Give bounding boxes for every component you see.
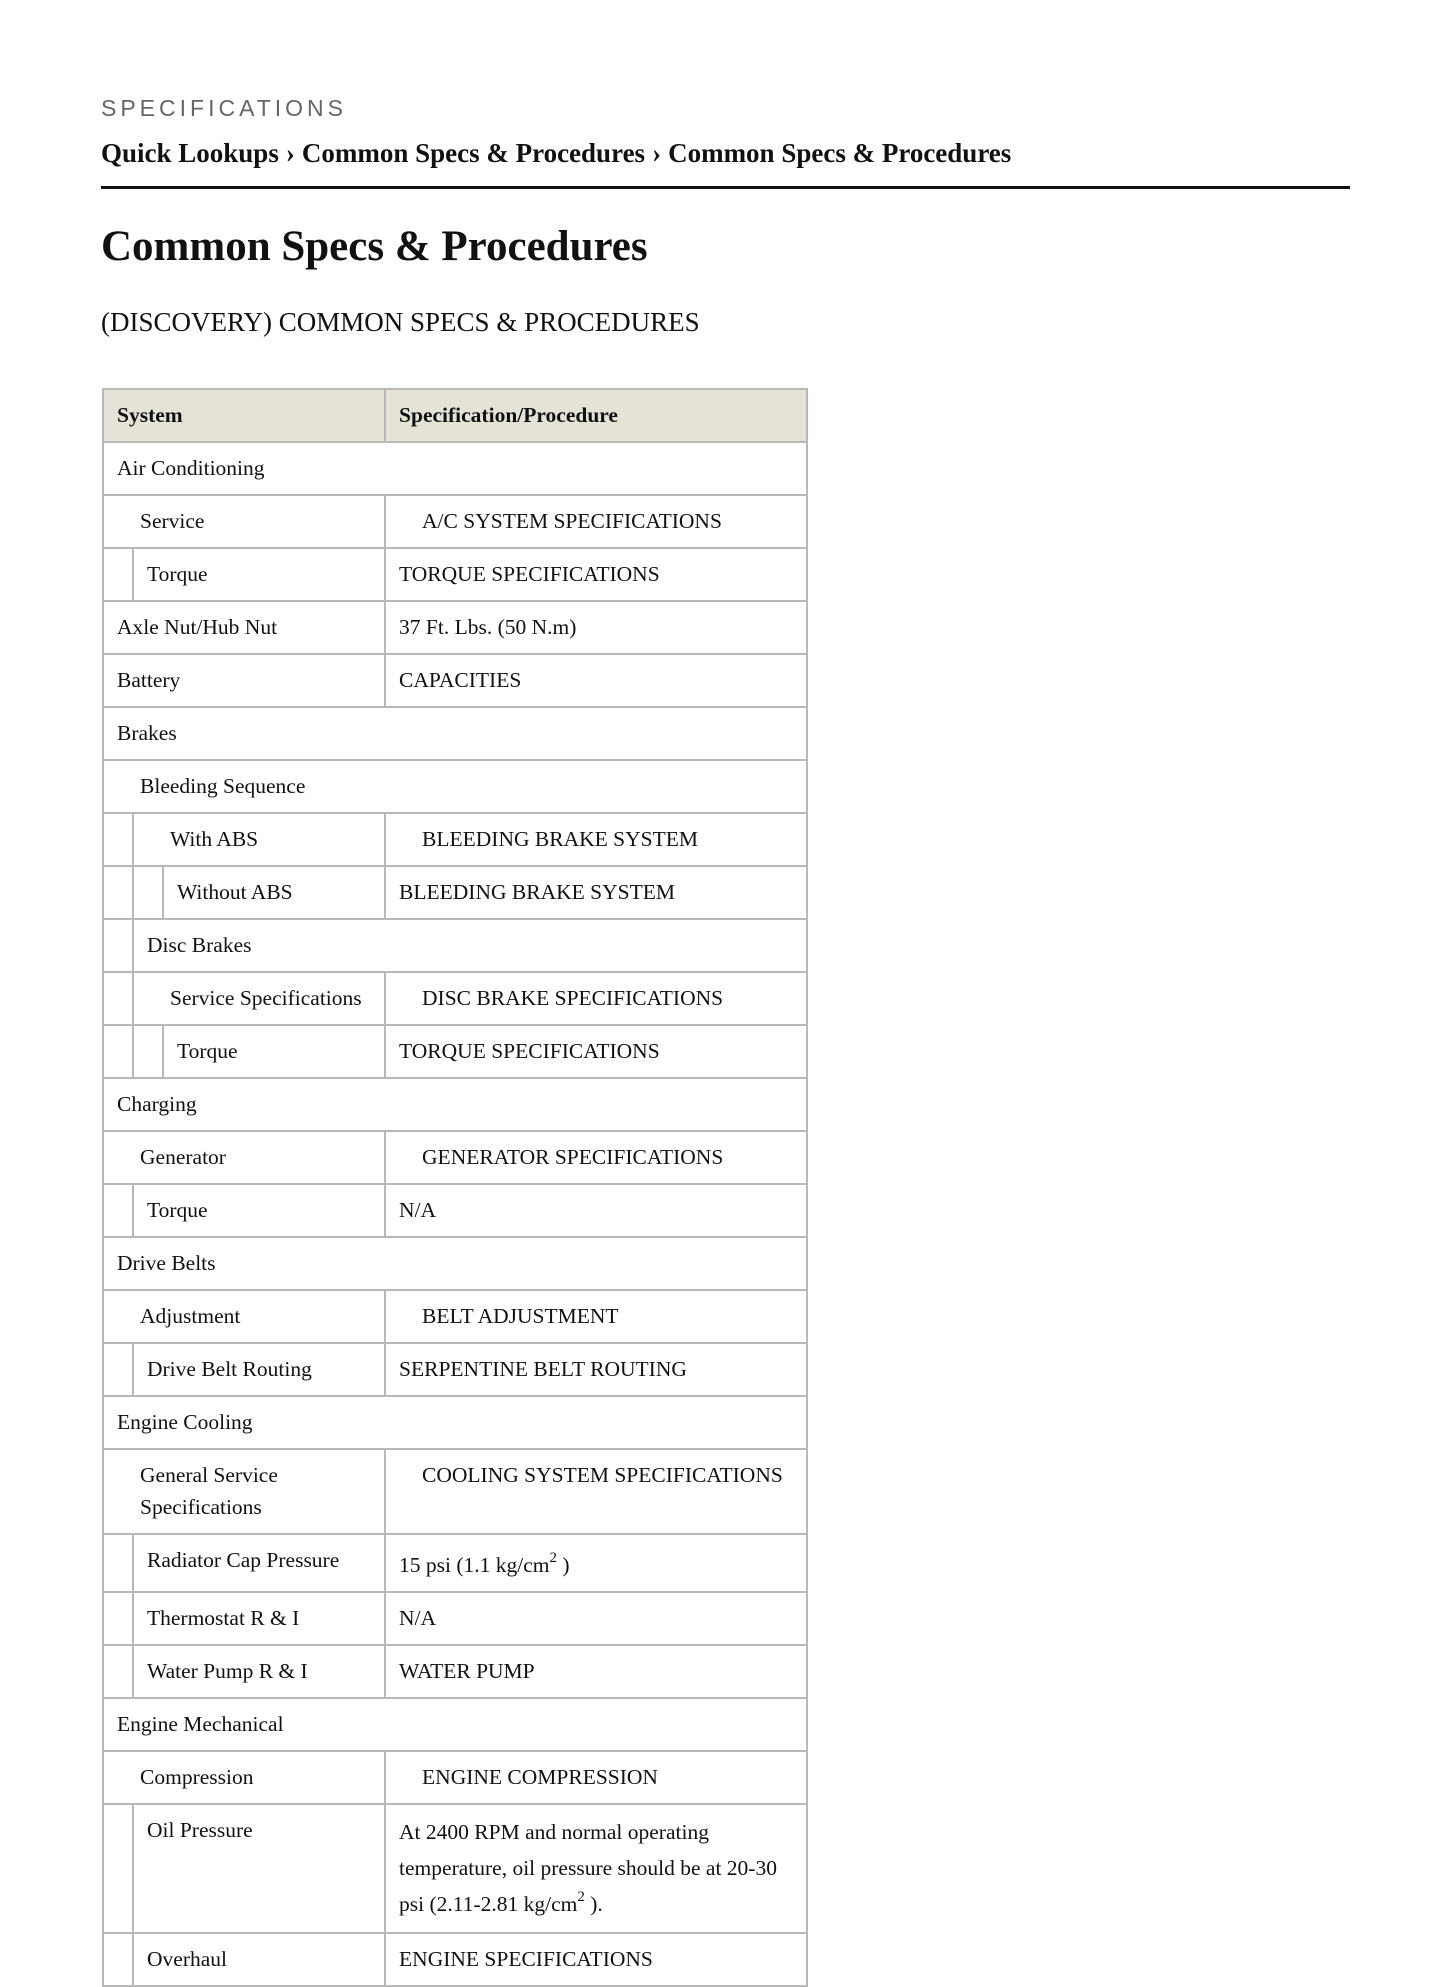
spec-link[interactable]: WATER PUMP — [385, 1645, 807, 1698]
table-row — [103, 1933, 807, 1986]
table-row — [103, 1592, 807, 1645]
column-header-system: System — [103, 389, 385, 442]
system-cell: Battery — [103, 654, 385, 707]
system-cell: Without ABS — [163, 866, 385, 919]
table-row — [103, 866, 807, 919]
spec-link[interactable]: BELT ADJUSTMENT — [385, 1290, 807, 1343]
table-row — [103, 1343, 807, 1396]
table-row — [103, 1025, 807, 1078]
table-row — [103, 1290, 807, 1343]
indent-cell — [103, 1804, 133, 1933]
table-row-group — [103, 707, 807, 760]
indent-cell — [103, 1534, 133, 1592]
indent-cell — [103, 919, 133, 972]
table-row — [103, 1131, 807, 1184]
spec-link[interactable]: A/C SYSTEM SPECIFICATIONS — [385, 495, 807, 548]
system-cell: Torque — [163, 1025, 385, 1078]
system-cell: Drive Belt Routing — [133, 1343, 385, 1396]
specs-table — [102, 388, 808, 1987]
table-row — [103, 1645, 807, 1698]
table-row-group — [103, 442, 807, 495]
indent-cell — [103, 1645, 133, 1698]
indent-cell — [103, 1343, 133, 1396]
superscript: 2 — [549, 1549, 558, 1566]
indent-cell — [103, 1592, 133, 1645]
spec-link[interactable]: TORQUE SPECIFICATIONS — [385, 1025, 807, 1078]
table-row-group — [103, 919, 807, 972]
spec-link[interactable]: COOLING SYSTEM SPECIFICATIONS — [385, 1449, 807, 1534]
system-cell: Torque — [133, 548, 385, 601]
table-row — [103, 1534, 807, 1592]
superscript: 2 — [577, 1888, 585, 1905]
spec-link[interactable]: GENERATOR SPECIFICATIONS — [385, 1131, 807, 1184]
indent-cell — [133, 866, 163, 919]
spec-link[interactable]: DISC BRAKE SPECIFICATIONS — [385, 972, 807, 1025]
table-row-group — [103, 760, 807, 813]
page-title: Common Specs & Procedures — [101, 223, 648, 270]
system-cell: Air Conditioning — [103, 442, 807, 495]
system-cell: Overhaul — [133, 1933, 385, 1986]
column-header-spec: Specification/Procedure — [385, 389, 807, 442]
spec-text-tail: ) — [557, 1553, 570, 1577]
breadcrumb-item-common-specs[interactable]: Common Specs & Procedures — [301, 138, 646, 168]
spec-value: N/A — [385, 1592, 807, 1645]
indent-cell — [133, 1025, 163, 1078]
indent-cell — [103, 1025, 133, 1078]
spec-link[interactable]: BLEEDING BRAKE SYSTEM — [385, 813, 807, 866]
system-cell: Oil Pressure — [133, 1804, 385, 1933]
spec-value: N/A — [385, 1184, 807, 1237]
table-row-group — [103, 1078, 807, 1131]
spec-link[interactable]: TORQUE SPECIFICATIONS — [385, 548, 807, 601]
breadcrumb-separator: › — [652, 138, 662, 168]
system-cell: Torque — [133, 1184, 385, 1237]
system-cell: Axle Nut/Hub Nut — [103, 601, 385, 654]
indent-cell — [103, 548, 133, 601]
table-header-row — [103, 389, 807, 442]
table-row — [103, 972, 807, 1025]
spec-text: At 2400 RPM and normal operating temperature, oil pressure should be at 20-30 psi (2.11-2.81 kg/cm — [399, 1820, 777, 1916]
breadcrumb-item-quick-lookups[interactable]: Quick Lookups — [101, 138, 279, 168]
indent-cell — [103, 813, 133, 866]
table-row — [103, 548, 807, 601]
system-cell: Engine Mechanical — [103, 1698, 807, 1751]
system-cell: Water Pump R & I — [133, 1645, 385, 1698]
system-cell: With ABS — [133, 813, 385, 866]
spec-value — [385, 1804, 807, 1933]
indent-cell — [103, 866, 133, 919]
table-row — [103, 813, 807, 866]
table-row-group — [103, 1396, 807, 1449]
breadcrumb-separator: › — [285, 138, 295, 168]
system-cell: Disc Brakes — [133, 919, 807, 972]
system-cell: Radiator Cap Pressure — [133, 1534, 385, 1592]
system-cell: Engine Cooling — [103, 1396, 807, 1449]
header-divider — [101, 186, 1350, 189]
spec-text: 15 psi (1.1 kg/cm — [399, 1553, 550, 1577]
indent-cell — [103, 1933, 133, 1986]
system-cell: General Service Specifications — [103, 1449, 385, 1534]
table-row — [103, 654, 807, 707]
system-cell: Brakes — [103, 707, 807, 760]
spec-link[interactable]: ENGINE COMPRESSION — [385, 1751, 807, 1804]
spec-link[interactable]: ENGINE SPECIFICATIONS — [385, 1933, 807, 1986]
table-row — [103, 1184, 807, 1237]
system-cell: Generator — [103, 1131, 385, 1184]
system-cell: Charging — [103, 1078, 807, 1131]
system-cell: Service Specifications — [133, 972, 385, 1025]
spec-link[interactable]: SERPENTINE BELT ROUTING — [385, 1343, 807, 1396]
system-cell: Bleeding Sequence — [103, 760, 807, 813]
breadcrumb-item-current: Common Specs & Procedures — [668, 138, 1012, 168]
system-cell: Compression — [103, 1751, 385, 1804]
table-row — [103, 495, 807, 548]
system-cell: Service — [103, 495, 385, 548]
breadcrumb — [101, 138, 1011, 169]
table-row — [103, 601, 807, 654]
table-row-group — [103, 1237, 807, 1290]
page-subtitle: (DISCOVERY) COMMON SPECS & PROCEDURES — [101, 307, 700, 337]
table-row-group — [103, 1698, 807, 1751]
spec-value: 37 Ft. Lbs. (50 N.m) — [385, 601, 807, 654]
spec-link[interactable]: BLEEDING BRAKE SYSTEM — [385, 866, 807, 919]
indent-cell — [103, 972, 133, 1025]
system-cell: Drive Belts — [103, 1237, 807, 1290]
table-row — [103, 1751, 807, 1804]
system-cell: Adjustment — [103, 1290, 385, 1343]
spec-text-tail: ). — [584, 1892, 603, 1916]
system-cell: Thermostat R & I — [133, 1592, 385, 1645]
section-kicker: SPECIFICATIONS — [101, 95, 347, 121]
indent-cell — [103, 1184, 133, 1237]
table-row — [103, 1449, 807, 1534]
spec-value — [385, 1534, 807, 1592]
table-row — [103, 1804, 807, 1933]
spec-link[interactable]: CAPACITIES — [385, 654, 807, 707]
